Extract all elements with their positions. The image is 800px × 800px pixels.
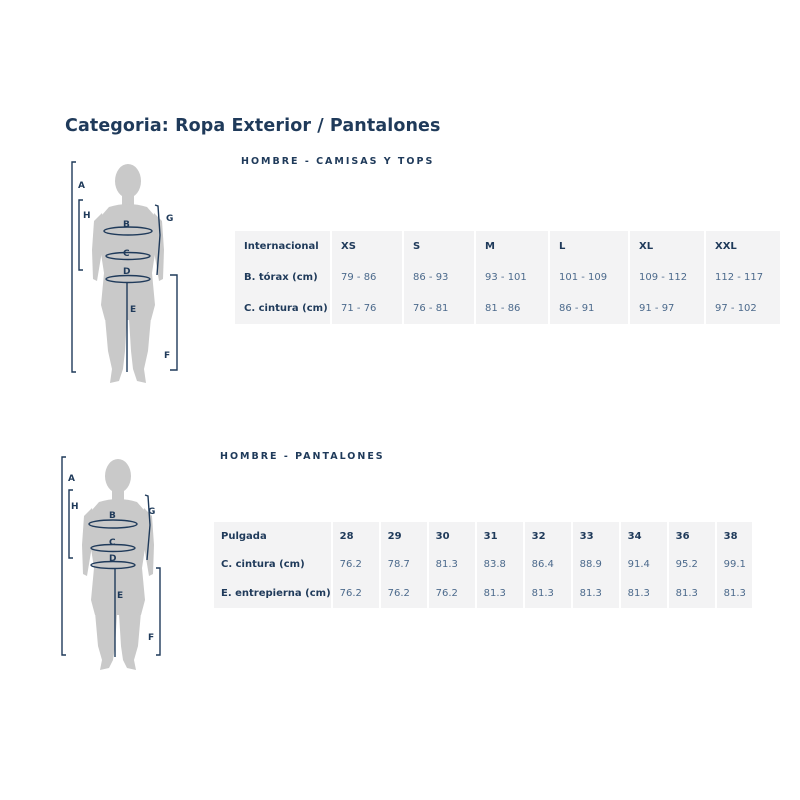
section-title-shirts: HOMBRE - CAMISAS Y TOPS <box>241 156 435 167</box>
table-cell: 81.3 <box>477 579 523 608</box>
label-a: A <box>78 181 85 191</box>
header-cell: XS <box>332 231 402 262</box>
label-c: C <box>123 249 130 259</box>
body-measurement-figure-pants <box>55 450 180 675</box>
label-h: H <box>71 502 79 512</box>
table-cell: 88.9 <box>573 551 619 580</box>
header-cell: 29 <box>381 522 427 551</box>
page-title: Categoria: Ropa Exterior / Pantalones <box>65 116 441 136</box>
table-cell: 76.2 <box>333 551 379 580</box>
table-cell: 86 - 91 <box>550 293 628 324</box>
table-cell: 81.3 <box>429 551 475 580</box>
header-cell: 36 <box>669 522 715 551</box>
header-cell: 38 <box>717 522 752 551</box>
header-cell: 32 <box>525 522 571 551</box>
header-cell: Pulgada <box>214 522 331 551</box>
table-cell: 91 - 97 <box>630 293 704 324</box>
table-cell: 112 - 117 <box>706 262 780 293</box>
table-header-row <box>214 522 752 551</box>
header-cell: 30 <box>429 522 475 551</box>
label-f: F <box>148 633 155 643</box>
table-cell: 95.2 <box>669 551 715 580</box>
body-measurement-figure-shirts <box>65 155 190 390</box>
table-row <box>214 579 752 608</box>
table-cell: 86 - 93 <box>404 262 474 293</box>
section-title-pants: HOMBRE - PANTALONES <box>220 451 385 462</box>
label-e: E <box>130 305 137 315</box>
table-cell: 81.3 <box>525 579 571 608</box>
label-h: H <box>83 211 91 221</box>
header-cell: 28 <box>333 522 379 551</box>
label-b: B <box>109 511 116 521</box>
label-d: D <box>123 267 131 277</box>
header-cell: XXL <box>706 231 780 262</box>
header-cell: XL <box>630 231 704 262</box>
table-cell: 101 - 109 <box>550 262 628 293</box>
header-cell: Internacional <box>235 231 330 262</box>
table-cell: 86.4 <box>525 551 571 580</box>
row-label: B. tórax (cm) <box>235 262 330 293</box>
header-cell: 31 <box>477 522 523 551</box>
header-cell: L <box>550 231 628 262</box>
row-label: C. cintura (cm) <box>214 551 331 580</box>
table-cell: 71 - 76 <box>332 293 402 324</box>
table-cell: 83.8 <box>477 551 523 580</box>
table-row <box>214 551 752 580</box>
table-row <box>235 262 780 293</box>
header-cell: S <box>404 231 474 262</box>
table-row <box>235 293 780 324</box>
label-c: C <box>109 538 116 548</box>
size-table-pants <box>212 522 754 608</box>
table-cell: 93 - 101 <box>476 262 548 293</box>
header-cell: 33 <box>573 522 619 551</box>
table-cell: 81.3 <box>669 579 715 608</box>
table-cell: 76 - 81 <box>404 293 474 324</box>
table-cell: 97 - 102 <box>706 293 780 324</box>
label-d: D <box>109 554 117 564</box>
table-cell: 76.2 <box>333 579 379 608</box>
label-e: E <box>117 591 124 601</box>
size-table-shirts <box>233 231 782 324</box>
table-cell: 81.3 <box>573 579 619 608</box>
table-cell: 99.1 <box>717 551 752 580</box>
label-b: B <box>123 220 130 230</box>
table-cell: 76.2 <box>429 579 475 608</box>
table-cell: 76.2 <box>381 579 427 608</box>
label-f: F <box>164 351 171 361</box>
table-cell: 81.3 <box>717 579 752 608</box>
table-cell: 79 - 86 <box>332 262 402 293</box>
label-g: G <box>166 214 174 224</box>
table-cell: 81.3 <box>621 579 667 608</box>
label-g: G <box>148 507 156 517</box>
table-cell: 109 - 112 <box>630 262 704 293</box>
table-header-row <box>235 231 780 262</box>
table-cell: 78.7 <box>381 551 427 580</box>
body-silhouette <box>82 459 154 670</box>
table-cell: 91.4 <box>621 551 667 580</box>
row-label: E. entrepierna (cm) <box>214 579 331 608</box>
table-cell: 81 - 86 <box>476 293 548 324</box>
header-cell: 34 <box>621 522 667 551</box>
header-cell: M <box>476 231 548 262</box>
label-a: A <box>68 474 75 484</box>
row-label: C. cintura (cm) <box>235 293 330 324</box>
